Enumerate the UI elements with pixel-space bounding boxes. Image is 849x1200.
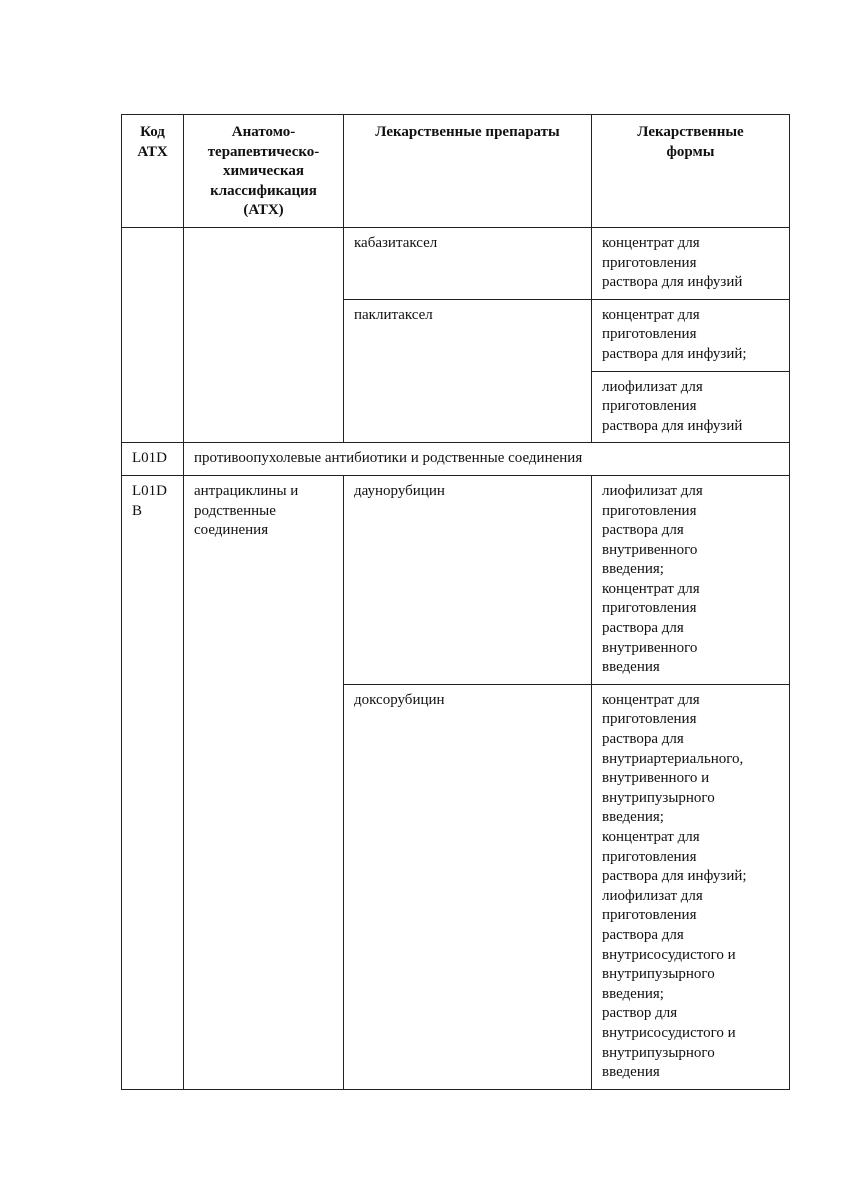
header-code: Код АТХ	[122, 115, 184, 228]
form-cabazitaxel: концентрат для приготовления раствора для инфузий	[592, 227, 790, 299]
atx-drug-table	[121, 114, 790, 1090]
header-drugs: Лекарственные препараты	[344, 115, 592, 228]
code-l01d: L01D	[122, 443, 184, 476]
drug-daunorubicin: даунорубицин	[344, 475, 592, 684]
drug-cabazitaxel: кабазитаксел	[344, 227, 592, 299]
header-forms: Лекарственные формы	[592, 115, 790, 228]
drug-paclitaxel: паклитаксел	[344, 299, 592, 443]
empty-class-cell	[184, 227, 344, 442]
code-l01db: L01D B	[122, 475, 184, 1089]
form-daunorubicin: лиофилизат для приготовления раствора для внутривенного введения; концентрат для приготовления раствора для внутривенного введения	[592, 475, 790, 684]
form-doxorubicin: концентрат для приготовления раствора для внутриартериального, внутривенного и внутрипузырного введения; концентрат для приготовления раствора для инфузий; лиофилизат для приготовления раствора для внутрисосудистого и внутрипузырного введения; раствор для внутрисосудистого и внутрипузырного введения	[592, 684, 790, 1089]
group-title-l01d: противоопухолевые антибиотики и родственные соединения	[184, 443, 790, 476]
class-l01db: антрациклины и родственные соединения	[184, 475, 344, 1089]
table-header-row	[122, 115, 790, 228]
header-classification: Анатомо- терапевтическо- химическая классификация (АТХ)	[184, 115, 344, 228]
table-row	[122, 475, 790, 684]
empty-code-cell	[122, 227, 184, 442]
drug-doxorubicin: доксорубицин	[344, 684, 592, 1089]
form-paclitaxel-2: лиофилизат для приготовления раствора для инфузий	[592, 371, 790, 443]
table-row	[122, 227, 790, 299]
table-row	[122, 443, 790, 476]
form-paclitaxel-1: концентрат для приготовления раствора для инфузий;	[592, 299, 790, 371]
